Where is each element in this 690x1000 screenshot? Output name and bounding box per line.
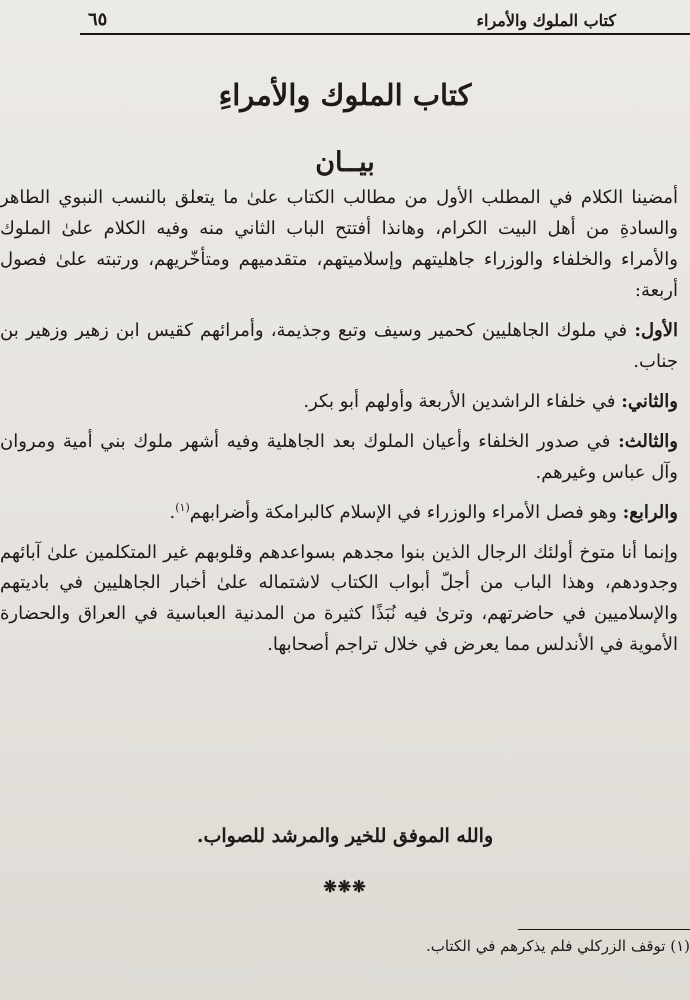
footnote-marker: (١) <box>670 937 690 955</box>
footnote-rule <box>518 929 690 930</box>
list-item-lead: والرابع: <box>622 501 678 523</box>
running-title: كتاب الملوك والأمراء <box>476 11 616 30</box>
ornament-divider: ❋❋❋ <box>323 877 367 896</box>
running-header <box>88 4 616 30</box>
conclusion-paragraph: وإنما أنا متوخ أولئك الرجال الذين بنوا مجدهم بسواعدهم وقلوبهم غير المتكلمين علىٰ آبائهم وجدودهم، وهذا الباب من أجلّ أبواب الكتاب لاشتماله علىٰ أخبار الجاهليين في باديتهم والإسلاميين في حاضرتهم، وترىٰ فيه نُبَذًا كثيرة من المدنية العباسية في العراق والحضارة الأموية في الأندلس مما يعرض في خلال تراجم أصحابها. <box>0 541 678 656</box>
list-item-text: وهو فصل الأمراء والوزراء في الإسلام كالبرامكة وأضرابهم <box>189 501 623 523</box>
header-rule <box>80 33 690 35</box>
page-number: ٦٥ <box>88 9 108 30</box>
intro-paragraph: أمضينا الكلام في المطلب الأول من مطالب الكتاب علىٰ ما يتعلق بالنسب النبوي الطاهر والسادةِ من أهل البيت الكرام، وهانذا أفتتح الباب الثاني منه وفيه الكلام علىٰ الملوك والأمراء والخلفاء والوزراء جاهليتهم وإسلاميتهم، متقدميهم ومتأخّريهم، ورتبته علىٰ فصول أربعة: <box>0 187 678 301</box>
chapter-list-item <box>0 427 678 489</box>
footnote <box>170 935 690 958</box>
list-item-text: في ملوك الجاهليين كحمير وسيف وتبع وجذيمة، وأمرائهم كقيس ابن زهير وزهير بن جناب. <box>0 319 678 372</box>
body-text <box>0 183 678 661</box>
chapter-list-item <box>0 316 678 378</box>
chapter-list-item <box>0 387 678 418</box>
list-item-end: . <box>169 501 176 523</box>
section-title: بيــان <box>315 147 375 178</box>
closing-line: والله الموفق للخير والمرشد للصواب. <box>196 825 494 847</box>
chapter-title: كتاب الملوك والأمراءِ <box>218 78 472 112</box>
footnote-text: توقف الزركلي فلم يذكرهم في الكتاب. <box>425 937 671 955</box>
list-item-text: في صدور الخلفاء وأعيان الملوك بعد الجاهلية وفيه أشهر ملوك بني أمية ومروان وآل عباس وغيرهم. <box>0 430 678 483</box>
list-item-lead: الأول: <box>634 319 678 341</box>
chapter-list-item <box>0 498 678 529</box>
list-item-text: في خلفاء الراشدين الأربعة وأولهم أبو بكر. <box>303 390 622 412</box>
footnote-reference: (١) <box>175 500 190 514</box>
list-item-lead: والثاني: <box>621 390 678 412</box>
list-item-lead: والثالث: <box>618 430 678 452</box>
